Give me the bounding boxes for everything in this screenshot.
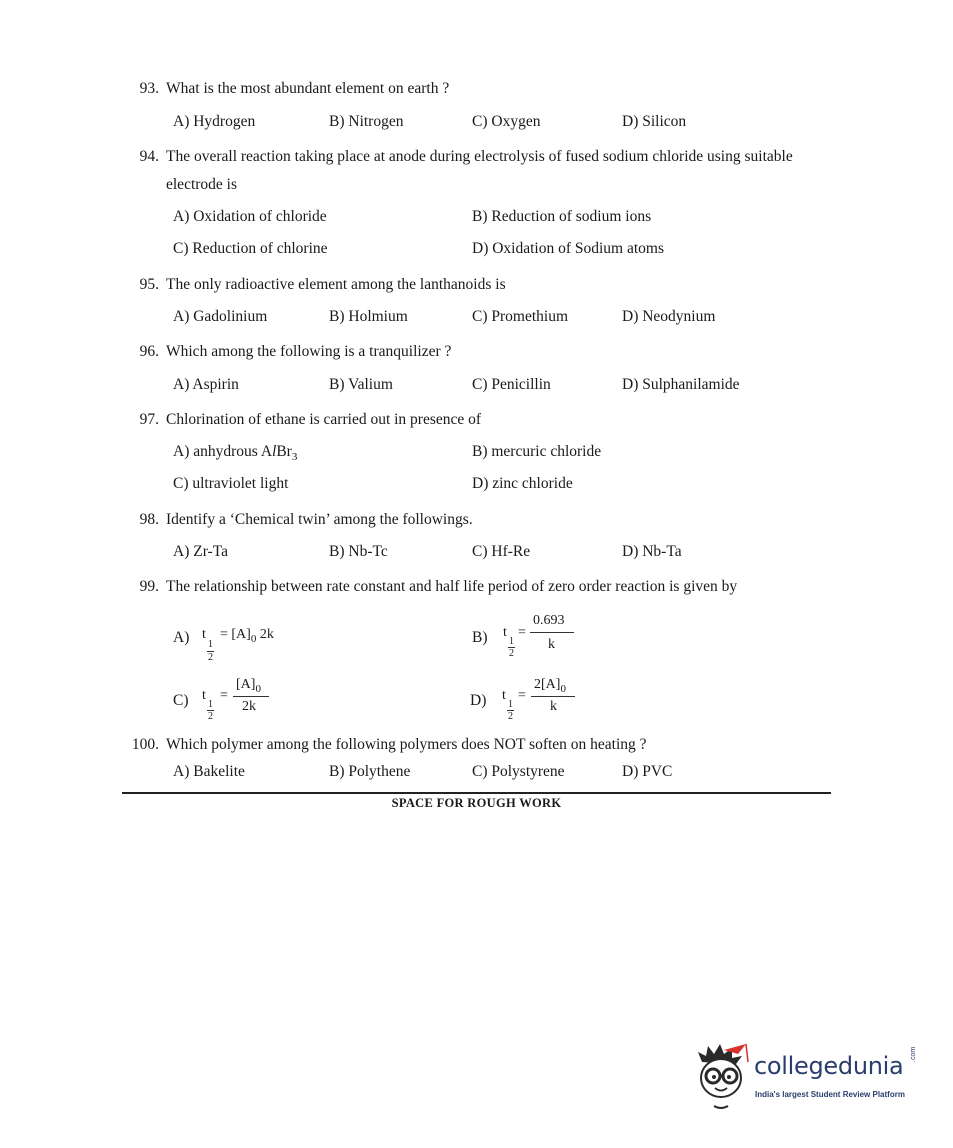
half-numerator: 1	[208, 639, 213, 650]
option-d: D) zinc chloride	[472, 475, 573, 492]
question-text-continued: electrode is	[166, 176, 238, 193]
option-d: D) Nb-Ta	[622, 543, 682, 560]
question-text: What is the most abundant element on earth ?	[166, 80, 450, 97]
question-number: 94.	[139, 148, 159, 165]
question-text: The only radioactive element among the lanthanoids is	[166, 276, 506, 293]
option-c: C) Hf-Re	[472, 543, 531, 560]
equals-sign: =	[220, 688, 228, 703]
option-a-formula	[220, 627, 274, 645]
denominator: 2k	[242, 699, 256, 714]
denominator: k	[548, 637, 555, 652]
half-denominator: 2	[508, 711, 513, 722]
formula-expr: = [A]	[220, 627, 251, 642]
option-b: B) Holmium	[329, 308, 408, 325]
half-denominator: 2	[509, 648, 514, 659]
option-a: A) Oxidation of chloride	[173, 208, 327, 225]
question-number: 95.	[139, 276, 159, 293]
question-number: 98.	[139, 511, 159, 528]
collegedunia-logo	[694, 1040, 924, 1112]
option-a-italic-l: l	[272, 443, 277, 460]
rough-work-heading: SPACE FOR ROUGH WORK	[391, 796, 562, 810]
option-a: A) Gadolinium	[173, 308, 268, 325]
numerator-text: 2[A]	[534, 677, 561, 692]
option-b: B) Valium	[329, 376, 393, 393]
fraction-bar	[530, 632, 574, 633]
t-symbol: t	[202, 688, 206, 703]
t-symbol: t	[502, 688, 506, 703]
option-a-br: Br	[276, 443, 292, 460]
option-d: D) Oxidation of Sodium atoms	[472, 240, 665, 257]
equals-sign: =	[518, 625, 526, 640]
numerator: 0.693	[533, 613, 565, 628]
option-d: D) Silicon	[622, 113, 687, 130]
fraction-bar	[233, 696, 269, 697]
option-d: D) PVC	[622, 763, 673, 780]
half-numerator: 1	[509, 636, 514, 647]
question-text: The overall reaction taking place at anode during electrolysis of fused sodium chloride using suitable	[166, 148, 793, 165]
option-b: B) Nitrogen	[329, 113, 404, 130]
numerator-sub: 0	[255, 682, 261, 695]
question-number: 97.	[139, 411, 159, 428]
denominator: k	[550, 699, 557, 714]
option-a	[173, 443, 297, 463]
option-b: B) Polythene	[329, 763, 411, 780]
option-c: C) Reduction of chlorine	[173, 240, 328, 257]
mascot-icon	[694, 1040, 752, 1112]
logo-wordmark: collegedunia	[754, 1052, 904, 1080]
divider-line	[122, 792, 831, 794]
option-label: D)	[470, 692, 487, 709]
question-number: 100.	[131, 736, 159, 753]
option-c: C) ultraviolet light	[173, 475, 289, 492]
option-c: C) Oxygen	[472, 113, 541, 130]
t-symbol: t	[503, 625, 507, 640]
formula-tail: 2k	[256, 627, 274, 642]
option-a: A) Zr-Ta	[173, 543, 228, 560]
half-numerator: 1	[508, 699, 513, 710]
question-number: 93.	[139, 80, 159, 97]
equals-sign: =	[518, 688, 526, 703]
numerator	[236, 677, 261, 695]
option-b: B) Reduction of sodium ions	[472, 208, 652, 225]
option-label: B)	[472, 629, 488, 646]
fraction-bar	[531, 696, 575, 697]
option-a: A) Aspirin	[173, 376, 239, 393]
half-numerator: 1	[208, 699, 213, 710]
option-a-prefix: A) anhydrous A	[173, 443, 273, 460]
question-text: Chlorination of ethane is carried out in presence of	[166, 411, 482, 428]
option-b: B) Nb-Tc	[329, 543, 388, 560]
option-b: B) mercuric chloride	[472, 443, 602, 460]
option-a: A) Hydrogen	[173, 113, 256, 130]
half-denominator: 2	[208, 711, 213, 722]
question-text: Identify a ‘Chemical twin’ among the followings.	[166, 511, 473, 528]
question-number: 99.	[139, 578, 159, 595]
option-c: C) Promethium	[472, 308, 569, 325]
option-d: D) Neodynium	[622, 308, 716, 325]
option-a-subscript: 3	[291, 451, 298, 464]
half-denominator: 2	[208, 652, 213, 663]
option-d: D) Sulphanilamide	[622, 376, 740, 393]
numerator-sub: 0	[560, 682, 566, 695]
option-c: C) Penicillin	[472, 376, 551, 393]
option-a: A) Bakelite	[173, 763, 245, 780]
option-label: A)	[173, 629, 190, 646]
question-number: 96.	[139, 343, 159, 360]
option-c: C) Polystyrene	[472, 763, 565, 780]
formula-sub: 0	[250, 632, 257, 645]
logo-tagline: India's largest Student Review Platform	[755, 1090, 905, 1099]
numerator	[534, 677, 566, 695]
numerator-text: [A]	[236, 677, 256, 692]
question-text: Which polymer among the following polymers does NOT soften on heating ?	[166, 736, 647, 753]
question-text: The relationship between rate constant and half life period of zero order reaction is given by	[166, 578, 738, 595]
option-label: C)	[173, 692, 189, 709]
t-symbol: t	[202, 627, 206, 642]
question-text: Which among the following is a tranquilizer ?	[166, 343, 452, 360]
logo-suffix: .com	[910, 1046, 917, 1062]
